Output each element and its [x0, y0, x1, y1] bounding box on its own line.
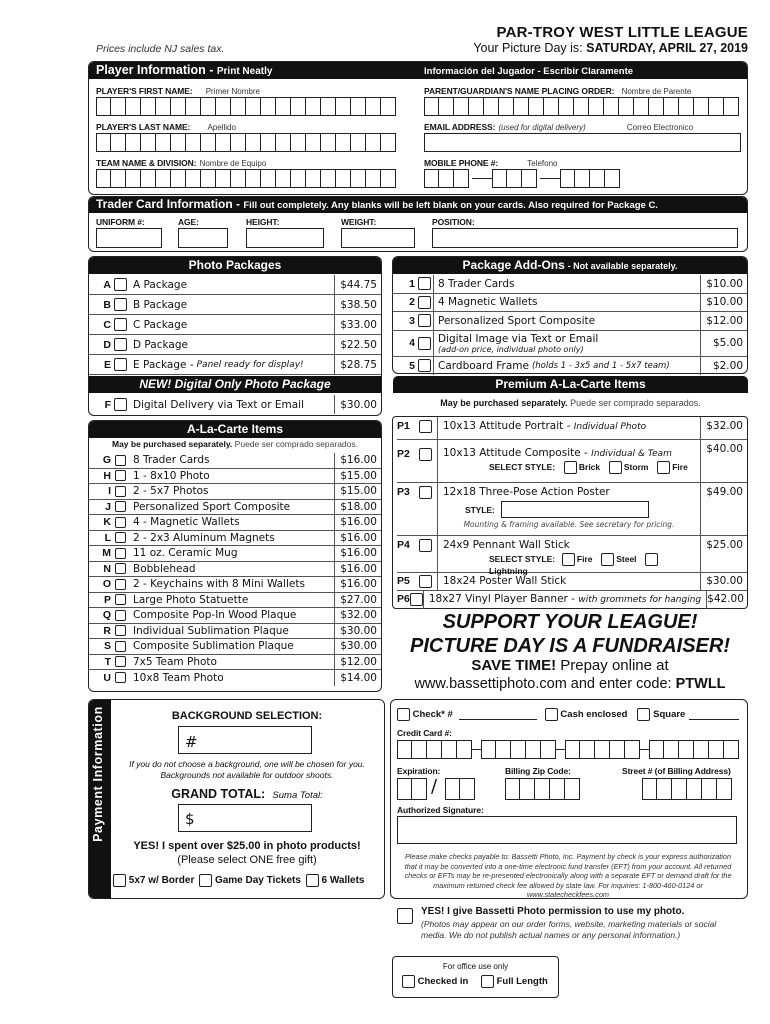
alacarte-name: Composite Pop-In Wood Plaque	[129, 608, 335, 623]
addon-key: 3	[409, 314, 415, 327]
tax-note: Prices include NJ sales tax.	[96, 43, 225, 55]
alacarte-checkbox[interactable]	[115, 625, 126, 636]
alacarte-key: T	[104, 655, 111, 668]
alacarte-checkbox[interactable]	[115, 563, 126, 574]
alacarte-sub: May be purchased separately.	[111, 439, 233, 449]
background-field[interactable]: #	[178, 726, 312, 754]
premium-row-p4[interactable]: P4 24x9 Pennant Wall Stick SELECT STYLE: Fire Steel Lightning $25.00	[397, 536, 747, 573]
alacarte-title: A-La-Carte Items	[89, 421, 381, 438]
grand-total-label: GRAND TOTAL:	[171, 787, 266, 801]
package-checkbox[interactable]	[114, 278, 127, 291]
alacarte-price: $14.00	[340, 671, 377, 684]
package-price: $33.00	[340, 318, 377, 331]
p5-checkbox[interactable]	[419, 575, 432, 588]
premium-row-p3[interactable]: P3 12x18 Three-Pose Action Poster STYLE: Mounting & framing available. See secretary for pricing. $49.00	[397, 483, 747, 536]
package-checkbox[interactable]	[114, 298, 127, 311]
addon-key: 2	[409, 296, 415, 309]
free-gift-options: 5x7 w/ Border Game Day Tickets 6 Wallets	[113, 874, 383, 887]
promo-url[interactable]: www.bassettiphoto.com and enter code:	[414, 676, 672, 692]
square-checkbox[interactable]	[637, 708, 650, 721]
email-label-es: Correo Electronico	[626, 123, 694, 132]
email-field[interactable]	[424, 133, 741, 152]
alacarte-checkbox[interactable]	[115, 672, 126, 683]
picture-day-date: SATURDAY, APRIL 27, 2019	[586, 41, 748, 55]
package-name: E Package -	[133, 358, 194, 371]
first-name-label: PLAYER'S FIRST NAME:	[96, 86, 193, 96]
cash-checkbox[interactable]	[545, 708, 558, 721]
alacarte-name: 8 Trader Cards	[129, 453, 335, 468]
alacarte-row[interactable]	[89, 531, 381, 547]
alacarte-row[interactable]	[89, 608, 381, 624]
checked-in-checkbox[interactable]	[402, 975, 415, 988]
free-gift-line2: (Please select ONE free gift)	[177, 854, 317, 866]
exp-separator: /	[431, 776, 438, 797]
player-info-title: Player Information -	[96, 63, 214, 77]
alacarte-name: 2 - 5x7 Photos	[129, 484, 335, 499]
check-number-field[interactable]	[459, 710, 537, 720]
alacarte-price: $16.00	[340, 516, 377, 529]
package-checkbox[interactable]	[114, 358, 127, 371]
exp-year-field[interactable]	[445, 778, 475, 800]
alacarte-row[interactable]	[89, 593, 381, 609]
addon-price: $5.00	[712, 337, 743, 349]
checked-in-label: Checked in	[417, 976, 469, 988]
package-key: D	[103, 338, 111, 351]
alacarte-price: $12.00	[340, 655, 377, 668]
credit-card-label: Credit Card #:	[397, 728, 452, 738]
parent-name-field[interactable]	[424, 97, 739, 116]
package-name: A Package	[133, 278, 188, 291]
promo-line2: PICTURE DAY IS A FUNDRAISER!	[409, 635, 731, 657]
free-gift-line1: YES! I spent over $25.00 in photo products!	[133, 840, 361, 852]
alacarte-row[interactable]	[89, 484, 381, 500]
alacarte-row[interactable]	[89, 562, 381, 578]
email-note: (used for digital delivery)	[498, 123, 586, 132]
alacarte-name: Composite Sublimation Plaque	[129, 639, 335, 654]
alacarte-row[interactable]	[89, 546, 381, 562]
alacarte-name: Large Photo Statuette	[129, 593, 335, 608]
alacarte-key: R	[103, 624, 111, 637]
square-label: Square	[653, 709, 686, 720]
package-row[interactable]	[89, 315, 381, 335]
alacarte-row[interactable]	[89, 624, 381, 640]
addon-checkbox[interactable]	[418, 337, 431, 350]
phone-dash	[472, 178, 492, 179]
premium-title: Premium A-La-Carte Items	[393, 376, 748, 393]
cc-group4[interactable]	[649, 740, 739, 759]
addon-price: $10.00	[706, 296, 743, 309]
alacarte-checkbox[interactable]	[115, 517, 126, 528]
alacarte-row[interactable]	[89, 500, 381, 516]
street-number-field[interactable]	[642, 778, 732, 800]
premium-row-p5[interactable]: P5 18x24 Poster Wall Stick $30.00	[397, 573, 747, 591]
alacarte-name: Personalized Sport Composite	[129, 500, 335, 515]
package-checkbox[interactable]	[114, 318, 127, 331]
p1-checkbox[interactable]	[419, 420, 432, 433]
alacarte-key: Q	[102, 609, 111, 622]
addons-subtitle: - Not available separately.	[567, 261, 678, 271]
picture-day-label: Your Picture Day is:	[473, 41, 583, 55]
alacarte-price: $16.00	[340, 578, 377, 591]
digital-price: $30.00	[340, 398, 377, 411]
alacarte-row[interactable]	[89, 469, 381, 485]
package-name: B Package	[133, 298, 188, 311]
league-title: PAR-TROY WEST LITTLE LEAGUE	[496, 24, 748, 41]
alacarte-row[interactable]	[89, 577, 381, 593]
package-price: $22.50	[340, 338, 377, 351]
alacarte-price: $18.00	[340, 500, 377, 513]
alacarte-checkbox[interactable]	[115, 656, 126, 667]
alacarte-name: 10x8 Team Photo	[129, 670, 335, 686]
player-info-subtitle: Print Neatly	[216, 66, 273, 77]
alacarte-row[interactable]	[89, 515, 381, 531]
square-field[interactable]	[689, 710, 739, 720]
premium-sub-es: Puede ser comprado separados.	[570, 398, 701, 408]
parent-label: PARENT/GUARDIAN'S NAME PLACING ORDER:	[424, 86, 615, 96]
alacarte-price: $15.00	[340, 469, 377, 482]
permission-note: (Photos may appear on our order forms, website, marketing materials or social media. We do not publish actual names or any personal information.)	[421, 919, 717, 940]
digital-package-title: NEW! Digital Only Photo Package	[89, 376, 381, 393]
addon-price: $10.00	[706, 277, 743, 290]
package-key: C	[103, 318, 111, 331]
package-checkbox[interactable]	[114, 338, 127, 351]
digital-name: Digital Delivery via Text or Email	[129, 395, 335, 414]
style-storm-checkbox[interactable]	[609, 461, 622, 474]
alacarte-price: $27.00	[340, 593, 377, 606]
alacarte-name: 7x5 Team Photo	[129, 655, 335, 670]
premium-row-p2[interactable]: P2 10x13 Attitude Composite - Individual & Team SELECT STYLE: Brick Storm Fire $40.00	[397, 440, 747, 483]
addon-name: Digital Image via Text or Email	[438, 332, 599, 345]
grand-total-field[interactable]: $	[178, 804, 312, 832]
billing-zip-field[interactable]	[505, 778, 580, 800]
full-length-label: Full Length	[496, 976, 548, 988]
first-name-field[interactable]	[96, 97, 396, 116]
position-label: POSITION:	[432, 217, 475, 227]
package-price: $44.75	[340, 278, 377, 291]
alacarte-row[interactable]	[89, 639, 381, 655]
background-label: BACKGROUND SELECTION:	[171, 710, 323, 722]
addon-key: 1	[409, 277, 415, 290]
signature-label: Authorized Signature:	[397, 805, 484, 815]
p4-checkbox[interactable]	[419, 539, 432, 552]
addon-row[interactable]	[393, 357, 747, 376]
style-brick-checkbox[interactable]	[564, 461, 577, 474]
alacarte-key: O	[102, 578, 111, 591]
package-name: C Package	[133, 318, 188, 331]
alacarte-key: M	[102, 547, 111, 560]
grand-total-es: Suma Total:	[272, 790, 323, 801]
addon-row[interactable]	[393, 331, 747, 357]
alacarte-sub-es: Puede ser comprado separados.	[234, 439, 358, 449]
premium-sub: May be purchased separately.	[440, 398, 568, 408]
mobile-label-es: Telefono	[527, 159, 558, 168]
first-name-label-es: Primer Nombre	[205, 87, 260, 96]
check-checkbox[interactable]	[397, 708, 410, 721]
addon-key: 4	[409, 337, 415, 349]
alacarte-name: 4 - Magnetic Wallets	[129, 515, 335, 530]
page-header	[480, 24, 748, 41]
style-fire-checkbox[interactable]	[562, 553, 575, 566]
addon-note: (holds 1 - 3x5 and 1 - 5x7 team)	[531, 360, 670, 371]
package-row[interactable]	[89, 275, 381, 295]
alacarte-checkbox[interactable]	[115, 548, 126, 559]
addon-note: (add-on price, individual photo only)	[438, 344, 584, 354]
billing-zip-label: Billing Zip Code:	[505, 766, 571, 776]
check-label: Check* #	[412, 709, 453, 720]
alacarte-name: 1 - 8x10 Photo	[129, 469, 335, 484]
phone-dash	[540, 178, 560, 179]
alacarte-row[interactable]	[89, 670, 381, 686]
uniform-field[interactable]	[96, 228, 162, 248]
trader-card-subtitle: Fill out completely. Any blanks will be left blank on your cards. Also required for Package C.	[243, 200, 658, 211]
alacarte-key: H	[103, 469, 111, 482]
mobile-area-field[interactable]	[424, 169, 469, 188]
promo-code: PTWLL	[675, 676, 726, 692]
expiration-label: Expiration:	[397, 766, 441, 776]
addon-checkbox[interactable]	[418, 296, 431, 309]
picture-day	[440, 41, 748, 55]
exp-month-field[interactable]	[397, 778, 427, 800]
premium-row-p1[interactable]: P1 10x13 Attitude Portrait - Individual Photo $32.00	[397, 417, 747, 440]
alacarte-name: 11 oz. Ceramic Mug	[129, 546, 335, 561]
mobile-prefix-field[interactable]	[492, 169, 537, 188]
street-label: Street # (of Billing Address)	[622, 766, 731, 776]
last-name-label: PLAYER'S LAST NAME:	[96, 122, 191, 132]
alacarte-list	[89, 453, 381, 686]
alacarte-name: 2 - Keychains with 8 Mini Wallets	[129, 577, 335, 592]
style-fire-checkbox[interactable]	[657, 461, 670, 474]
alacarte-key: K	[103, 516, 111, 529]
addon-checkbox[interactable]	[418, 314, 431, 327]
addon-name: Personalized Sport Composite	[438, 314, 596, 327]
package-row[interactable]	[89, 355, 381, 375]
gift-wallets-checkbox[interactable]	[306, 874, 319, 887]
alacarte-price: $32.00	[340, 609, 377, 622]
height-label: HEIGHT:	[246, 217, 280, 227]
cc-group1[interactable]	[397, 740, 472, 759]
p3-checkbox[interactable]	[419, 486, 432, 499]
p3-style-field[interactable]	[501, 501, 649, 518]
photo-packages-title: Photo Packages	[89, 257, 381, 274]
player-info-title-es: Información del Jugador - Escribir Claramente	[424, 66, 634, 77]
team-label: TEAM NAME & DIVISION:	[96, 158, 197, 168]
office-use-title: For office use only	[442, 962, 509, 971]
permission-text: YES! I give Bassetti Photo permission to use my photo.	[421, 906, 685, 917]
age-field[interactable]	[178, 228, 228, 248]
permission-checkbox[interactable]	[397, 908, 413, 924]
alacarte-checkbox[interactable]	[115, 501, 126, 512]
team-field[interactable]	[96, 169, 396, 188]
save-time: SAVE TIME!	[471, 657, 557, 674]
cash-label: Cash enclosed	[560, 709, 628, 720]
addon-key: 5	[409, 359, 415, 372]
promo	[392, 610, 748, 658]
digital-package-row[interactable]	[89, 395, 381, 414]
addons-title: Package Add-Ons	[462, 258, 565, 272]
check-policy: Please make checks payable to: Bassetti Photo, Inc. Payment by check is your express authorization that it may be converted into a one-time electronic fund transfer (EFT) from your account. All returned checks or EFTs may be re-presented electronically along with a separate EFT or demand draft for the maximum returned check fee allowed by state law. For inquiries: 1-800-460-0124 or www.statecheckfees.com	[404, 852, 732, 899]
alacarte-checkbox[interactable]	[115, 610, 126, 621]
signature-field[interactable]	[397, 816, 737, 844]
position-field[interactable]	[432, 228, 738, 248]
addon-row[interactable]	[393, 312, 747, 331]
uniform-label: UNIFORM #:	[96, 217, 145, 227]
alacarte-price: $16.00	[340, 562, 377, 575]
package-list	[89, 275, 381, 375]
last-name-field[interactable]	[96, 133, 396, 152]
alacarte-key: N	[103, 562, 111, 575]
addon-price: $12.00	[706, 314, 743, 327]
height-field[interactable]	[246, 228, 324, 248]
package-row[interactable]	[89, 295, 381, 315]
weight-label: WEIGHT:	[341, 217, 377, 227]
package-name: D Package	[133, 338, 188, 351]
gift-tickets-checkbox[interactable]	[199, 874, 212, 887]
alacarte-checkbox[interactable]	[115, 641, 126, 652]
package-note: Panel ready for display!	[196, 359, 304, 370]
addon-name: Cardboard Frame	[438, 359, 529, 372]
package-price: $28.75	[340, 358, 377, 371]
alacarte-price: $30.00	[340, 624, 377, 637]
alacarte-key: G	[102, 454, 111, 467]
weight-field[interactable]	[341, 228, 415, 248]
alacarte-checkbox[interactable]	[115, 486, 126, 497]
email-label: EMAIL ADDRESS:	[424, 122, 496, 132]
gift-5x7-checkbox[interactable]	[113, 874, 126, 887]
cc-group3[interactable]	[565, 740, 640, 759]
alacarte-price: $16.00	[340, 547, 377, 560]
save-time-text: Prepay online at	[560, 657, 669, 674]
alacarte-checkbox[interactable]	[115, 455, 126, 466]
alacarte-checkbox[interactable]	[115, 532, 126, 543]
addon-checkbox[interactable]	[418, 277, 431, 290]
alacarte-checkbox[interactable]	[115, 470, 126, 481]
p2-checkbox[interactable]	[419, 448, 432, 461]
digital-key: F	[104, 398, 111, 411]
addon-name: 8 Trader Cards	[438, 277, 515, 290]
mobile-line-field[interactable]	[560, 169, 620, 188]
alacarte-price: $30.00	[340, 640, 377, 653]
alacarte-key: I	[108, 485, 111, 498]
addon-price: $2.00	[712, 359, 743, 372]
package-price: $38.50	[340, 298, 377, 311]
last-name-label-es: Apellido	[207, 123, 236, 132]
alacarte-key: U	[103, 671, 111, 684]
alacarte-price: $16.00	[340, 454, 377, 467]
background-note: If you do not choose a background, one will be chosen for you. Backgrounds not available for outdoor shoots.	[129, 759, 365, 780]
alacarte-price: $16.00	[340, 531, 377, 544]
p6-checkbox[interactable]	[410, 593, 423, 606]
alacarte-price: $15.00	[340, 485, 377, 498]
payment-side-label: Payment Information	[91, 706, 105, 842]
alacarte-row[interactable]	[89, 453, 381, 469]
package-row[interactable]	[89, 335, 381, 355]
premium-row-p6[interactable]: P6 18x27 Vinyl Player Banner - with grommets for hanging $42.00	[397, 591, 747, 609]
alacarte-checkbox[interactable]	[115, 579, 126, 590]
addon-row[interactable]	[393, 275, 747, 294]
mobile-label: MOBILE PHONE #:	[424, 158, 499, 168]
alacarte-key: J	[105, 500, 111, 513]
parent-label-es: Nombre de Parente	[621, 87, 692, 96]
alacarte-key: L	[104, 531, 111, 544]
alacarte-row[interactable]	[89, 655, 381, 671]
alacarte-name: 2 - 2x3 Aluminum Magnets	[129, 531, 335, 546]
addon-name: 4 Magnetic Wallets	[438, 296, 538, 309]
package-key: E	[103, 358, 111, 371]
style-steel-checkbox[interactable]	[601, 553, 614, 566]
style-lightning-checkbox[interactable]	[645, 553, 658, 566]
package-key: B	[103, 298, 111, 311]
full-length-checkbox[interactable]	[481, 975, 494, 988]
alacarte-name: Individual Sublimation Plaque	[129, 624, 335, 639]
alacarte-checkbox[interactable]	[115, 594, 126, 605]
digital-checkbox[interactable]	[114, 398, 127, 411]
alacarte-key: S	[103, 640, 111, 653]
promo-line1: SUPPORT YOUR LEAGUE!	[442, 611, 698, 633]
addon-list	[393, 275, 747, 375]
alacarte-name: Bobblehead	[129, 562, 335, 577]
package-key: A	[103, 278, 111, 291]
team-label-es: Nombre de Equipo	[199, 159, 267, 168]
cc-group2[interactable]	[481, 740, 556, 759]
trader-card-title: Trader Card Information -	[96, 197, 241, 211]
addon-checkbox[interactable]	[418, 359, 431, 372]
addon-row[interactable]	[393, 294, 747, 313]
age-label: AGE:	[178, 217, 199, 227]
alacarte-key: P	[103, 593, 111, 606]
